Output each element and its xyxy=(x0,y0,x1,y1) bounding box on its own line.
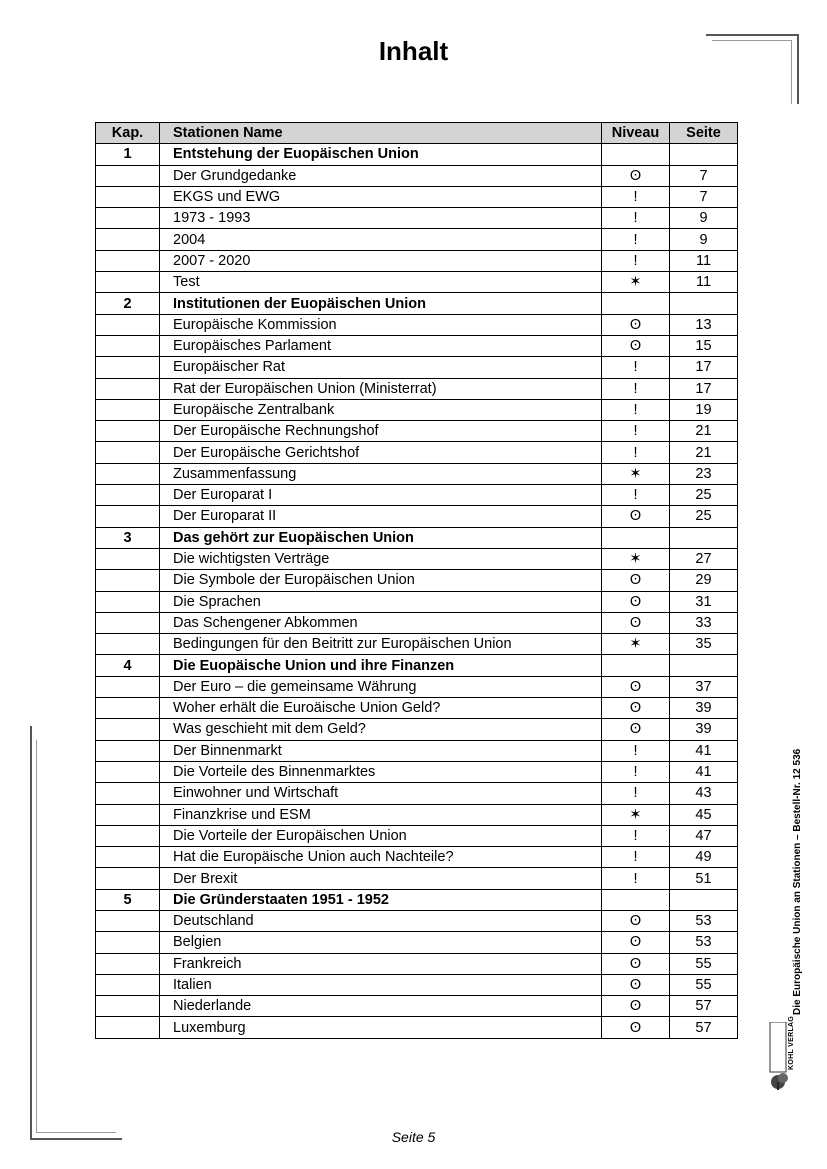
cell-name: Hat die Europäische Union auch Nachteile? xyxy=(160,847,602,868)
cell-niveau: ! xyxy=(602,847,670,868)
cell-niveau: ✶ xyxy=(602,634,670,655)
table-row xyxy=(96,932,738,953)
cell-seite: 17 xyxy=(670,378,738,399)
cell-niveau: ✶ xyxy=(602,804,670,825)
cell-name: Zusammenfassung xyxy=(160,463,602,484)
cell-niveau: ! xyxy=(602,357,670,378)
cell-niveau: ! xyxy=(602,825,670,846)
cell-kap: 3 xyxy=(96,527,160,548)
cell-kap xyxy=(96,868,160,889)
cell-name: Institutionen der Euopäischen Union xyxy=(160,293,602,314)
cell-name: 2004 xyxy=(160,229,602,250)
cell-niveau xyxy=(602,527,670,548)
cell-kap xyxy=(96,272,160,293)
cell-name: Rat der Europäischen Union (Ministerrat) xyxy=(160,378,602,399)
cell-niveau: ! xyxy=(602,740,670,761)
cell-name: Der Binnenmarkt xyxy=(160,740,602,761)
cell-kap xyxy=(96,463,160,484)
table-body xyxy=(96,144,738,1038)
cell-niveau xyxy=(602,144,670,165)
cell-seite: 19 xyxy=(670,399,738,420)
cell-name: Deutschland xyxy=(160,910,602,931)
cell-kap: 4 xyxy=(96,655,160,676)
cell-name: Frankreich xyxy=(160,953,602,974)
table-row xyxy=(96,548,738,569)
cell-seite xyxy=(670,527,738,548)
table-row xyxy=(96,357,738,378)
cell-niveau: ! xyxy=(602,421,670,442)
table-row xyxy=(96,910,738,931)
header-kap: Kap. xyxy=(96,123,160,144)
cell-niveau: ✶ xyxy=(602,463,670,484)
frame-line-top-right-h xyxy=(706,34,798,36)
cell-seite: 39 xyxy=(670,719,738,740)
cell-kap xyxy=(96,335,160,356)
cell-kap xyxy=(96,804,160,825)
cell-kap xyxy=(96,570,160,591)
cell-niveau: ! xyxy=(602,250,670,271)
table-row xyxy=(96,335,738,356)
cell-seite: 15 xyxy=(670,335,738,356)
table-row xyxy=(96,868,738,889)
cell-seite xyxy=(670,144,738,165)
cell-seite: 9 xyxy=(670,208,738,229)
cell-kap xyxy=(96,676,160,697)
table-row xyxy=(96,996,738,1017)
cell-name: Test xyxy=(160,272,602,293)
cell-name: Der Euro – die gemeinsame Währung xyxy=(160,676,602,697)
cell-niveau xyxy=(602,889,670,910)
table-row xyxy=(96,229,738,250)
cell-seite: 37 xyxy=(670,676,738,697)
cell-kap xyxy=(96,783,160,804)
cell-name: Was geschieht mit dem Geld? xyxy=(160,719,602,740)
table-row xyxy=(96,463,738,484)
cell-kap xyxy=(96,378,160,399)
table-row xyxy=(96,634,738,655)
cell-niveau: ʘ xyxy=(602,910,670,931)
cell-seite: 31 xyxy=(670,591,738,612)
table-row xyxy=(96,1017,738,1038)
cell-name: Das Schengener Abkommen xyxy=(160,612,602,633)
cell-seite: 57 xyxy=(670,1017,738,1038)
cell-seite: 25 xyxy=(670,485,738,506)
cell-name: Die Gründerstaaten 1951 - 1952 xyxy=(160,889,602,910)
frame-line-bottom-left-v xyxy=(30,726,32,1139)
cell-niveau xyxy=(602,293,670,314)
header-niveau: Niveau xyxy=(602,123,670,144)
cell-kap xyxy=(96,974,160,995)
cell-seite: 35 xyxy=(670,634,738,655)
cell-seite: 33 xyxy=(670,612,738,633)
sidebar-order-text: Die Europäische Union an Stationen – Bestell-Nr. 12 536 xyxy=(792,748,803,1015)
cell-niveau: ! xyxy=(602,229,670,250)
publisher-logo xyxy=(768,1015,798,1092)
chapter-row xyxy=(96,144,738,165)
table-row xyxy=(96,272,738,293)
cell-niveau: ! xyxy=(602,208,670,229)
cell-niveau: ʘ xyxy=(602,698,670,719)
cell-niveau: ʘ xyxy=(602,314,670,335)
cell-kap xyxy=(96,740,160,761)
page-title: Inhalt xyxy=(378,36,449,66)
frame-line-bottom-left-v2 xyxy=(36,740,37,1133)
table-row xyxy=(96,378,738,399)
table-row xyxy=(96,612,738,633)
cell-kap xyxy=(96,996,160,1017)
cell-kap xyxy=(96,314,160,335)
table-row xyxy=(96,314,738,335)
cell-seite: 55 xyxy=(670,974,738,995)
cell-seite: 55 xyxy=(670,953,738,974)
cell-seite: 41 xyxy=(670,761,738,782)
cell-kap: 1 xyxy=(96,144,160,165)
cell-kap xyxy=(96,250,160,271)
cell-kap xyxy=(96,932,160,953)
cell-seite: 57 xyxy=(670,996,738,1017)
cell-niveau: ! xyxy=(602,442,670,463)
cell-seite: 11 xyxy=(670,272,738,293)
cell-name: Entstehung der Euopäischen Union xyxy=(160,144,602,165)
cell-name: Der Europäische Rechnungshof xyxy=(160,421,602,442)
table-row xyxy=(96,783,738,804)
cell-kap xyxy=(96,634,160,655)
cell-name: Luxemburg xyxy=(160,1017,602,1038)
cell-kap: 5 xyxy=(96,889,160,910)
table-row xyxy=(96,740,738,761)
cell-kap xyxy=(96,953,160,974)
cell-name: Die Symbole der Europäischen Union xyxy=(160,570,602,591)
cell-kap xyxy=(96,485,160,506)
cell-name: Der Brexit xyxy=(160,868,602,889)
cell-seite: 21 xyxy=(670,421,738,442)
header-name: Stationen Name xyxy=(160,123,602,144)
cell-seite: 23 xyxy=(670,463,738,484)
table-row xyxy=(96,847,738,868)
cell-niveau: ʘ xyxy=(602,932,670,953)
cell-kap xyxy=(96,229,160,250)
cell-niveau: ʘ xyxy=(602,506,670,527)
table-row xyxy=(96,761,738,782)
cell-niveau: ʘ xyxy=(602,591,670,612)
cell-niveau: ʘ xyxy=(602,996,670,1017)
cell-seite: 9 xyxy=(670,229,738,250)
chapter-row xyxy=(96,889,738,910)
table-row xyxy=(96,208,738,229)
cell-kap: 2 xyxy=(96,293,160,314)
cell-kap xyxy=(96,910,160,931)
cell-niveau xyxy=(602,655,670,676)
cell-name: Europäisches Parlament xyxy=(160,335,602,356)
cell-name: EKGS und EWG xyxy=(160,186,602,207)
logo-text: KOHL VERLAG xyxy=(788,1015,795,1070)
cell-name: Niederlande xyxy=(160,996,602,1017)
cell-seite: 39 xyxy=(670,698,738,719)
cell-niveau: ʘ xyxy=(602,165,670,186)
cell-kap xyxy=(96,548,160,569)
table-row xyxy=(96,485,738,506)
cell-name: Woher erhält die Euroäische Union Geld? xyxy=(160,698,602,719)
chapter-row xyxy=(96,527,738,548)
cell-seite: 51 xyxy=(670,868,738,889)
cell-niveau: ! xyxy=(602,485,670,506)
table-row xyxy=(96,719,738,740)
cell-seite: 27 xyxy=(670,548,738,569)
cell-name: Europäische Zentralbank xyxy=(160,399,602,420)
cell-kap xyxy=(96,208,160,229)
cell-niveau: ! xyxy=(602,761,670,782)
table-row xyxy=(96,442,738,463)
cell-niveau: ✶ xyxy=(602,272,670,293)
cell-seite: 53 xyxy=(670,910,738,931)
cell-niveau: ʘ xyxy=(602,719,670,740)
table-row xyxy=(96,250,738,271)
cell-name: Die wichtigsten Verträge xyxy=(160,548,602,569)
cell-kap xyxy=(96,719,160,740)
cell-niveau: ! xyxy=(602,868,670,889)
cell-niveau: ʘ xyxy=(602,335,670,356)
cell-name: Die Euopäische Union und ihre Finanzen xyxy=(160,655,602,676)
table-row xyxy=(96,506,738,527)
cell-seite: 43 xyxy=(670,783,738,804)
cell-name: Der Europäische Gerichtshof xyxy=(160,442,602,463)
cell-name: Der Grundgedanke xyxy=(160,165,602,186)
cell-kap xyxy=(96,421,160,442)
cell-seite: 25 xyxy=(670,506,738,527)
cell-name: Bedingungen für den Beitritt zur Europäischen Union xyxy=(160,634,602,655)
cell-niveau: ʘ xyxy=(602,953,670,974)
cell-seite xyxy=(670,655,738,676)
cell-seite: 7 xyxy=(670,165,738,186)
cell-seite: 41 xyxy=(670,740,738,761)
cell-name: Italien xyxy=(160,974,602,995)
cell-seite: 47 xyxy=(670,825,738,846)
table-row xyxy=(96,825,738,846)
cell-kap xyxy=(96,399,160,420)
cell-seite: 11 xyxy=(670,250,738,271)
cell-seite: 21 xyxy=(670,442,738,463)
header-seite: Seite xyxy=(670,123,738,144)
cell-seite xyxy=(670,889,738,910)
cell-name: Das gehört zur Euopäischen Union xyxy=(160,527,602,548)
table-header-row xyxy=(96,123,738,144)
cell-name: Die Sprachen xyxy=(160,591,602,612)
contents-table xyxy=(95,122,738,1039)
cell-kap xyxy=(96,165,160,186)
cell-name: Finanzkrise und ESM xyxy=(160,804,602,825)
cell-kap xyxy=(96,357,160,378)
cell-niveau: ! xyxy=(602,186,670,207)
cell-kap xyxy=(96,825,160,846)
cell-name: Der Europarat II xyxy=(160,506,602,527)
table-row xyxy=(96,974,738,995)
table-row xyxy=(96,804,738,825)
cell-seite: 45 xyxy=(670,804,738,825)
cell-niveau: ʘ xyxy=(602,974,670,995)
cell-niveau: ʘ xyxy=(602,1017,670,1038)
cell-seite: 7 xyxy=(670,186,738,207)
cell-niveau: ! xyxy=(602,783,670,804)
table-row xyxy=(96,399,738,420)
cell-seite: 17 xyxy=(670,357,738,378)
cell-seite: 29 xyxy=(670,570,738,591)
frame-line-top-right-h2 xyxy=(712,40,792,41)
table-row xyxy=(96,165,738,186)
table-row xyxy=(96,676,738,697)
table-row xyxy=(96,421,738,442)
cell-seite xyxy=(670,293,738,314)
cell-kap xyxy=(96,591,160,612)
table-row xyxy=(96,698,738,719)
cell-kap xyxy=(96,847,160,868)
cell-kap xyxy=(96,442,160,463)
cell-name: 2007 - 2020 xyxy=(160,250,602,271)
cell-name: Einwohner und Wirtschaft xyxy=(160,783,602,804)
cell-niveau: ʘ xyxy=(602,676,670,697)
table-row xyxy=(96,953,738,974)
cell-seite: 53 xyxy=(670,932,738,953)
chapter-row xyxy=(96,655,738,676)
cell-niveau: ! xyxy=(602,378,670,399)
cell-kap xyxy=(96,698,160,719)
cell-name: 1973 - 1993 xyxy=(160,208,602,229)
cell-niveau: ʘ xyxy=(602,612,670,633)
cell-seite: 49 xyxy=(670,847,738,868)
page-number: Seite 5 xyxy=(391,1129,436,1145)
cell-name: Europäische Kommission xyxy=(160,314,602,335)
cell-kap xyxy=(96,506,160,527)
cell-name: Die Vorteile des Binnenmarktes xyxy=(160,761,602,782)
cell-name: Die Vorteile der Europäischen Union xyxy=(160,825,602,846)
table-row xyxy=(96,570,738,591)
cell-seite: 13 xyxy=(670,314,738,335)
cell-kap xyxy=(96,612,160,633)
cell-kap xyxy=(96,761,160,782)
chapter-row xyxy=(96,293,738,314)
cell-niveau: ! xyxy=(602,399,670,420)
frame-line-top-right-v2 xyxy=(791,40,792,104)
cell-niveau: ʘ xyxy=(602,570,670,591)
cell-name: Der Europarat I xyxy=(160,485,602,506)
cell-name: Europäischer Rat xyxy=(160,357,602,378)
frame-line-top-right-v xyxy=(797,34,799,104)
table-row xyxy=(96,591,738,612)
table-row xyxy=(96,186,738,207)
cell-name: Belgien xyxy=(160,932,602,953)
cell-niveau: ✶ xyxy=(602,548,670,569)
cell-kap xyxy=(96,186,160,207)
cell-kap xyxy=(96,1017,160,1038)
